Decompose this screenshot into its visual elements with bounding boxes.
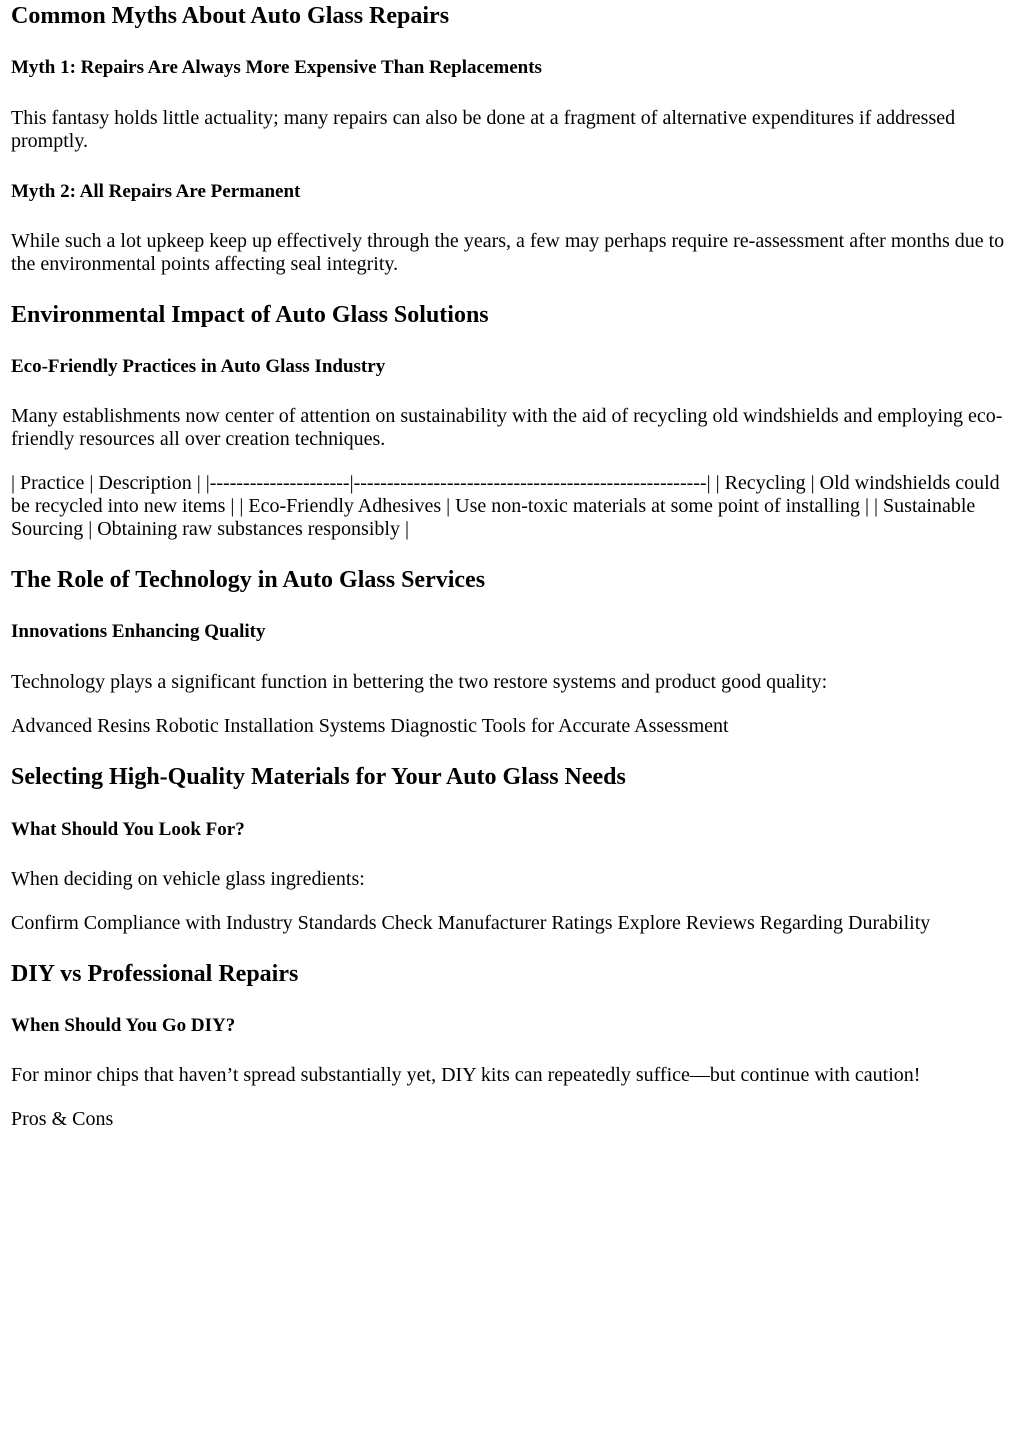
paragraph-sustainability: Many establishments now center of attention on sustainability with the aid of recycling old windshields and employing eco-friendly resources all over creation techniques.	[11, 405, 1003, 450]
section-heading-diy-vs-professional: DIY vs Professional Repairs	[11, 961, 299, 987]
paragraph-minor-chips: For minor chips that haven’t spread substantially yet, DIY kits can repeatedly suffice—but continue with caution!	[11, 1064, 921, 1086]
subheading-myth-1: Myth 1: Repairs Are Always More Expensive Than Replacements	[11, 57, 542, 78]
subheading-myth-2: Myth 2: All Repairs Are Permanent	[11, 181, 301, 202]
paragraph-materials-list: Confirm Compliance with Industry Standards Check Manufacturer Ratings Explore Reviews Regarding Durability	[11, 912, 931, 934]
section-heading-selecting-materials: Selecting High-Quality Materials for Your Auto Glass Needs	[11, 764, 626, 790]
paragraph-deciding: When deciding on vehicle glass ingredients:	[11, 868, 365, 890]
subheading-when-diy: When Should You Go DIY?	[11, 1015, 236, 1036]
article	[0, 2, 1024, 1131]
paragraph-practice-table-text: | Practice | Description | |---------------------|-----------------------------------------------------| | Recycling | Old windshields could be recycled into new items | | Eco-Friendly Adhesives | Use non-toxic materials at some point of installing | | Sustainable Sourcing | Obtaining raw substances responsibly |	[11, 472, 1000, 540]
section-heading-common-myths: Common Myths About Auto Glass Repairs	[11, 3, 450, 29]
section-heading-environmental-impact: Environmental Impact of Auto Glass Solutions	[11, 302, 489, 328]
subheading-what-to-look-for: What Should You Look For?	[11, 819, 245, 840]
paragraph-technology: Technology plays a significant function in bettering the two restore systems and product good quality:	[11, 671, 828, 693]
subheading-innovations: Innovations Enhancing Quality	[11, 621, 266, 642]
paragraph-myth-1: This fantasy holds little actuality; many repairs can also be done at a fragment of alternative expenditures if addressed promptly.	[11, 107, 956, 152]
paragraph-myth-2: While such a lot upkeep keep up effectively through the years, a few may perhaps require re-assessment after months due to the environmental points affecting seal integrity.	[11, 230, 1005, 275]
section-heading-technology-role: The Role of Technology in Auto Glass Services	[11, 567, 486, 593]
subheading-eco-friendly-practices: Eco-Friendly Practices in Auto Glass Industry	[11, 356, 386, 377]
paragraph-technology-list: Advanced Resins Robotic Installation Systems Diagnostic Tools for Accurate Assessment	[11, 715, 729, 737]
paragraph-pros-cons: Pros & Cons	[11, 1108, 114, 1130]
